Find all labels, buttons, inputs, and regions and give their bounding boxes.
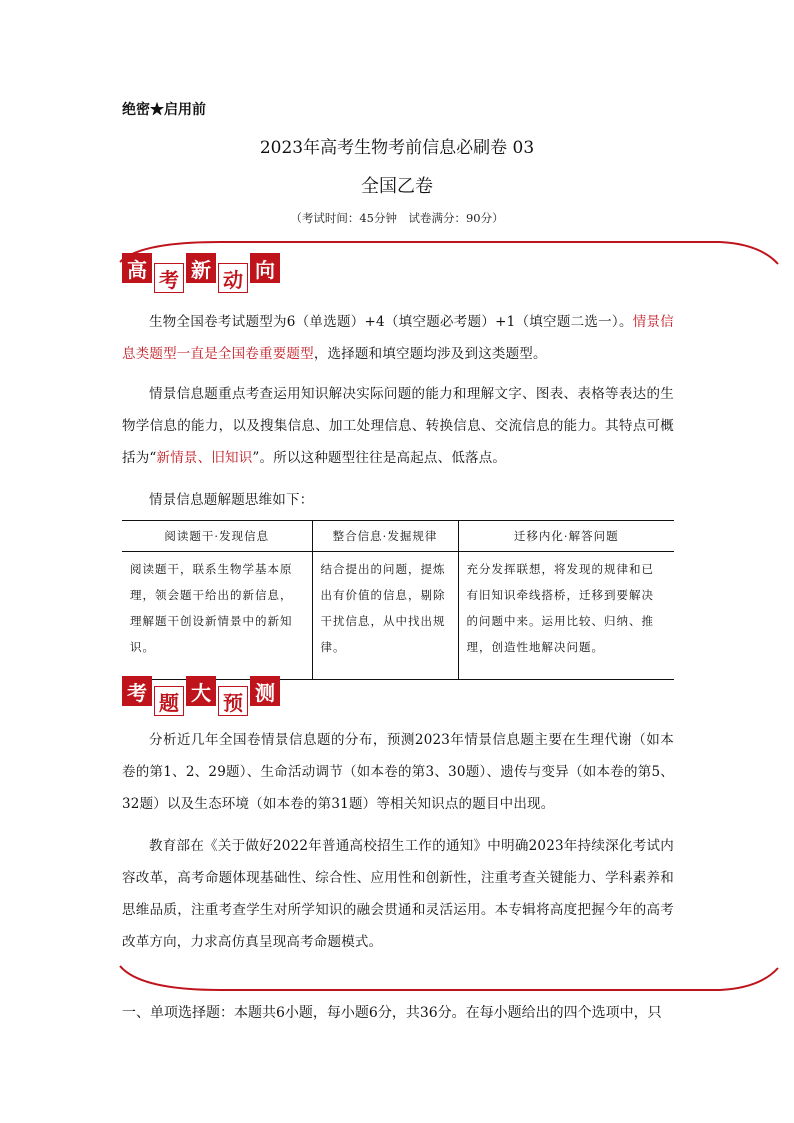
banner-char: 考	[154, 263, 184, 293]
thinking-table	[122, 520, 674, 680]
table-cell: 结合提出的问题，提炼出有价值的信息，剔除干扰信息，从中找出规律。	[312, 552, 458, 680]
table-header: 整合信息·发掘规律	[312, 521, 458, 552]
bottom-decorative-curve	[0, 960, 794, 1000]
banner-char: 向	[250, 253, 280, 283]
table-cell: 阅读题干，联系生物学基本原理，领会题干给出的新信息，理解题干创设新情景中的新知识。	[122, 552, 312, 680]
banner-char: 动	[218, 263, 248, 293]
paragraph-question-types	[122, 306, 674, 370]
paragraph-forecast: 分析近几年全国卷情景信息题的分布，预测2023年情景信息题主要在生理代谢（如本卷的第1、2、29题）、生命活动调节（如本卷的第3、30题）、遗传与变异（如本卷的第5、32题）以及生态环境（如本卷的第31题）等相关知识点的题目中出现。	[122, 732, 674, 812]
question-section-intro: 一、单项选择题：本题共6小题，每小题6分，共36分。在每小题给出的四个选项中，只	[122, 1005, 662, 1021]
table-cell: 充分发挥联想，将发现的规律和已有旧知识牵线搭桥，迁移到要解决的问题中来。运用比较、归纳、推理，创造性地解决问题。	[458, 552, 674, 680]
top-decorative-curve	[0, 234, 794, 274]
page-subtitle: 全国乙卷	[361, 176, 433, 197]
banner-char: 高	[122, 253, 152, 283]
banner-char: 题	[154, 686, 184, 716]
banner-char: 考	[122, 676, 152, 706]
text-run: 情景信息题重点考查运用知识解决实际问题的能力和理解文字、图表、表格等表达的生物学信息的能力，以及搜集信息、加工处理信息、转换信息、交流信息的能力。其特点可概括为“	[122, 386, 674, 466]
exam-info: （考试时间：45分钟 试卷满分：90分）	[290, 211, 504, 225]
table-header: 迁移内化·解答问题	[458, 521, 674, 552]
highlight-text: 新情景、旧知识	[156, 450, 253, 466]
page-title: 2023年高考生物考前信息必刷卷 03	[259, 138, 535, 158]
banner-char: 新	[186, 253, 216, 283]
paragraph-thinking-intro: 情景信息题解题思维如下：	[149, 492, 314, 508]
banner-char: 测	[250, 676, 280, 706]
text-run: 生物全国卷考试题型为6（单选题）+4（填空题必考题）+1（填空题二选一）。	[149, 314, 633, 330]
paragraph-reform: 教育部在《关于做好2022年普通高校招生工作的通知》中明确2023年持续深化考试内容改革，高考命题体现基础性、综合性、应用性和创新性，注重考查关键能力、学科素养和思维品质，注重考查学生对所学知识的融会贯通和灵活运用。本专辑将高度把握今年的高考改革方向，力求高仿真呈现高考命题模式。	[122, 838, 674, 950]
paragraph-scenario-info	[122, 378, 674, 474]
highlight-text: 情景信息类题型一直是全国卷重要题型	[122, 314, 674, 362]
text-run: ，选择题和填空题均涉及到这类题型。	[313, 346, 547, 362]
banner-char: 大	[186, 676, 216, 706]
banner-exam-forecast	[122, 680, 280, 716]
text-run: ”。所以这种题型往往是高起点、低落点。	[252, 450, 507, 466]
table-header: 阅读题干·发现信息	[122, 521, 312, 552]
banner-char: 预	[218, 686, 248, 716]
confidential-label: 绝密★启用前	[122, 102, 206, 118]
banner-new-trends	[122, 257, 280, 293]
